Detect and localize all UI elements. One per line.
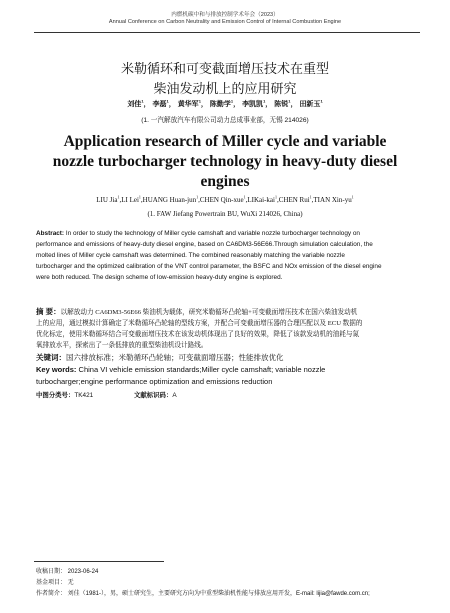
title-en-line-1: Application research of Miller cycle and variable — [63, 133, 387, 150]
doc-code-label: 文献标识码： — [134, 392, 173, 399]
footnote-divider — [34, 561, 164, 562]
affiliation-en: (1. FAW Jiefang Powertrain BU, WuXi 214026, China) — [147, 210, 303, 218]
abstract-zh-line: 上的应用，通过模拟计算确定了米勒循环凸轮轴的型线方案，并配合可变截面增压器的合理匹配以及 ECU 数据的 — [36, 320, 363, 327]
keywords-en-text: turbocharger;engine performance optimization and emissions reduction — [36, 377, 273, 386]
title-en-line-2: nozzle turbocharger technology in heavy-duty diesel — [52, 153, 398, 170]
classification — [36, 390, 93, 399]
author-zh: 陈锐 — [274, 101, 289, 108]
footnote-received: 收稿日期： 2023-06-24 — [36, 569, 99, 575]
footnote-author-info: 作者简介： 刘佳（1981-），男，硕士研究生，主要研究方向为中重型柴油机性能与排放应用开发，E-mail: lijia@fawde.com.cn; — [36, 591, 370, 597]
author-en: TIAN Xin-yu — [313, 196, 352, 204]
keywords-zh — [36, 352, 284, 363]
author-en: LIKai-kai — [247, 196, 275, 204]
conference-title-zh: 内燃机碳中和与排放控制学术年会（2023） — [171, 12, 279, 18]
keywords-en-text: China VI vehicle emission standards;Miller cycle camshaft; variable nozzle — [78, 365, 326, 374]
abstract-zh-line: 优化标定，使用米勒循环结合可变截面增压技术在该发动机体现出了良好的效果，降低了该款发动机的油耗与氮 — [36, 331, 360, 338]
header-divider — [34, 32, 420, 33]
doc-code — [134, 390, 177, 399]
classification-value: TK421 — [74, 392, 94, 399]
title-zh-line-1: 米勒循环和可变截面增压技术在重型 — [120, 61, 329, 76]
keywords-en — [36, 364, 417, 388]
keywords-zh-text: 国六排放标准；米勒循环凸轮轴；可变截面增压器；性能排放优化 — [66, 353, 284, 362]
abstract-en-line: molted lines of Miller cycle camshaft was determined. The combined reasonably matching the variable nozzle — [36, 252, 345, 259]
author-zh: 李磊 — [152, 101, 167, 108]
author-en: CHEN Rui — [278, 196, 310, 204]
author-zh: 刘佳 — [127, 101, 142, 108]
abstract-zh — [36, 306, 417, 351]
author-zh: 田新玉 — [299, 101, 321, 108]
author-en: CHEN Qin-xue — [199, 196, 244, 204]
keywords-zh-label: 关键词： — [36, 353, 66, 362]
abstract-en-line: turbocharger and the optimized calibration of the VNT control parameter, the BSFC and NOx emission of the diesel engine — [36, 263, 382, 270]
title-zh-line-2: 柴油发动机上的应用研究 — [153, 81, 297, 96]
author-zh: 陈勤学 — [209, 101, 231, 108]
doc-code-value: A — [172, 392, 177, 399]
title-en-line-3: engines — [200, 173, 250, 190]
footnote-fund: 基金项目： 无 — [36, 580, 74, 586]
classification-label: 中图分类号： — [36, 392, 75, 399]
abstract-en-label: Abstract: — [36, 230, 65, 237]
keywords-en-label: Key words: — [36, 365, 77, 374]
conference-title-en: Annual Conference on Carbon Neutrality and Emission Control of Internal Combustion Engine — [108, 19, 342, 25]
authors-zh: 刘佳$^1$， 李磊$^1$， 黄华军$^1$， 陈勤学$^1$， 李凯凯$^1$， 陈锐$^1$， 田新玉$^1$ — [127, 98, 323, 108]
authors-en: LIU Jia$^1$,LI Lei$^1$,HUANG Huan-jun$^1$,CHEN Qin-xue$^1$,LIKai-kai$^1$,CHEN Rui$^1$,TIAN Xin-$yu^1$ — [96, 194, 354, 204]
abstract-en — [36, 228, 417, 283]
abstract-en-line: Abstract: In order to study the technology of Miller cycle camshaft and variable nozzle turbocharger technology on — [36, 230, 360, 237]
author-zh: 李凯凯 — [242, 101, 264, 108]
author-zh: 黄华军 — [177, 101, 199, 108]
abstract-en-line: were both reduced. The design scheme of low-emission heavy-duty engine is explored. — [36, 274, 283, 281]
author-en: LI Lei — [121, 196, 139, 204]
affiliation-zh: (1. 一汽解放汽车有限公司动力总成事业部，无锡 214026) — [141, 117, 309, 124]
author-en: HUANG Huan-jun — [142, 196, 197, 204]
abstract-zh-label: 摘 要： — [36, 307, 61, 316]
author-en: LIU Jia — [96, 196, 118, 204]
abstract-en-line: performance and emissions of heavy-duty diesel engine, based on CA6DM3-56E66.Through simulation calculation, the — [36, 241, 373, 248]
abstract-zh-line: 摘 要：以解放动力 CA6DM3-56E66 柴油机为载体，研究米勒循环凸轮轴+可变截面增压技术在国六柴油发动机 — [36, 307, 358, 316]
abstract-zh-line: 氧排放水平，探索出了一条低排放的重型柴油机设计路线。 — [36, 342, 208, 349]
